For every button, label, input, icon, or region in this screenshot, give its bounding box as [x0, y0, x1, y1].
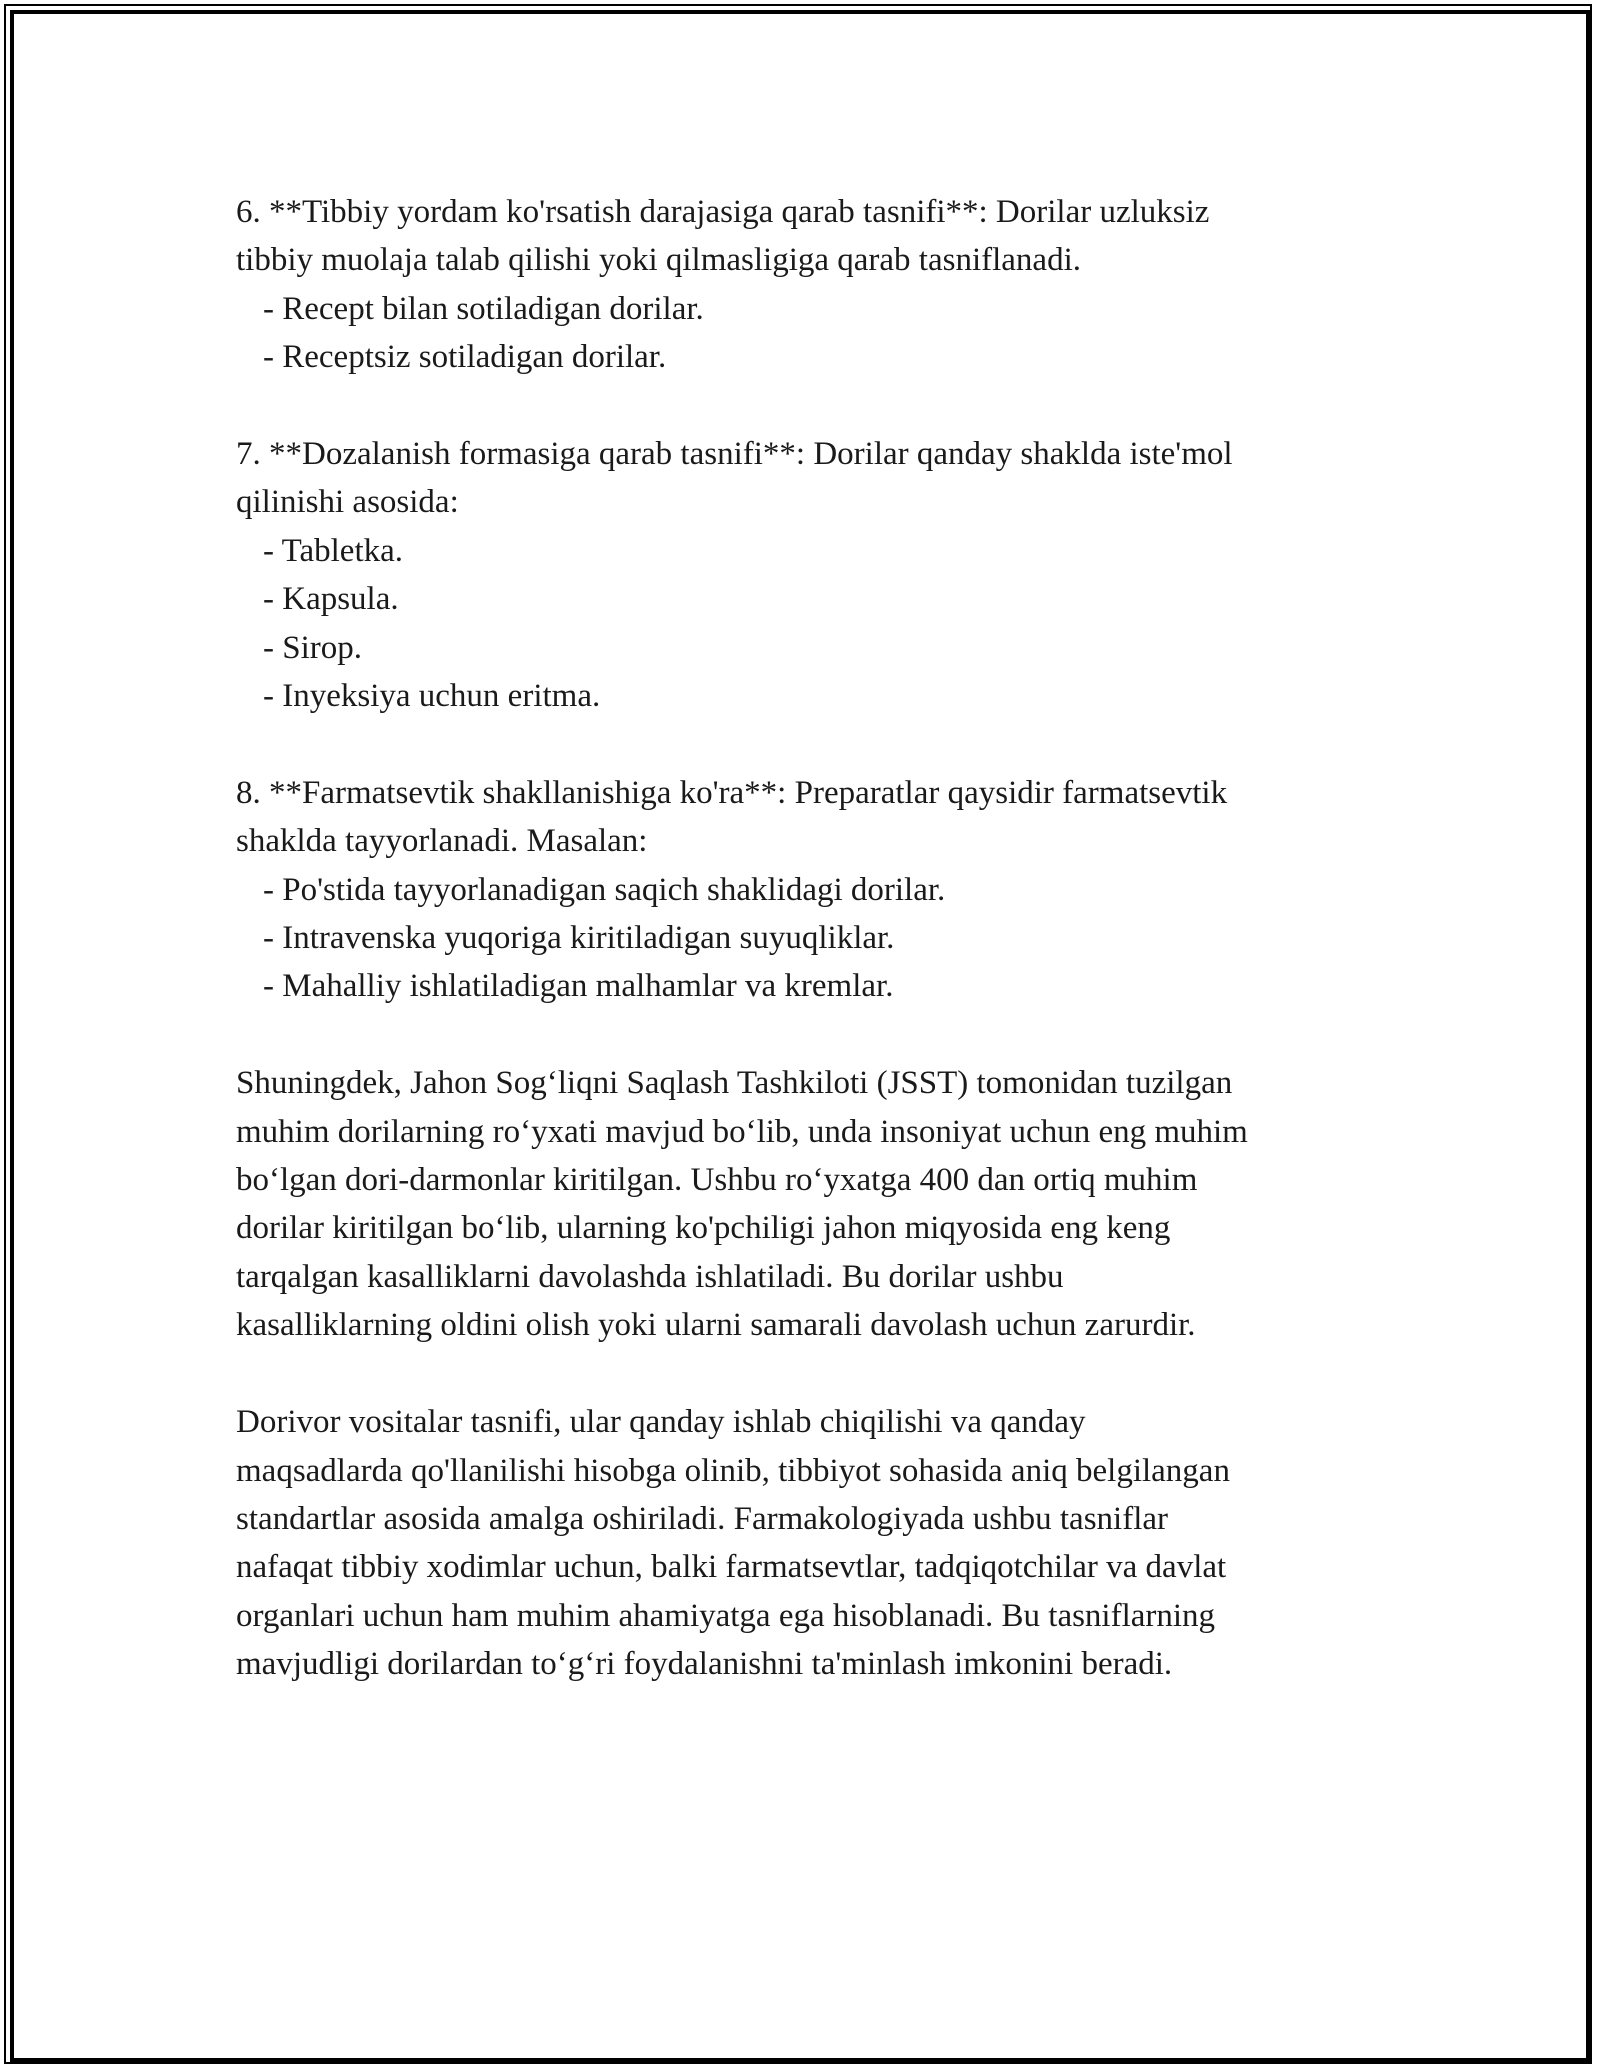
- section-6-bullet-2: - Receptsiz sotiladigan dorilar.: [263, 339, 667, 376]
- who-paragraph-line-1: Shuningdek, Jahon Sog‘liqni Saqlash Tashkiloti (JSST) tomonidan tuzilgan: [236, 1065, 1233, 1102]
- section-7-bullet-4: - Inyeksiya uchun eritma.: [263, 678, 601, 715]
- who-paragraph-line-5: tarqalgan kasalliklarni davolashda ishlatiladi. Bu dorilar ushbu: [236, 1258, 1064, 1295]
- paragraph-gap: [236, 382, 1376, 430]
- conclusion-line-2: maqsadlarda qo'llanilishi hisobga olinib, tibbiyot sohasida aniq belgilangan: [236, 1452, 1230, 1489]
- section-6: [236, 188, 1376, 382]
- paragraph-gap: [236, 720, 1376, 768]
- section-8-bullet-3: - Mahalliy ishlatiladigan malhamlar va kremlar.: [263, 968, 894, 1005]
- section-8-line-1: 8. **Farmatsevtik shakllanishiga ko'ra**: Preparatlar qaysidir farmatsevtik: [236, 774, 1228, 811]
- who-paragraph-line-3: bo‘lgan dori-darmonlar kiritilgan. Ushbu ro‘yxatga 400 dan ortiq muhim: [236, 1162, 1198, 1199]
- section-8-line-2: shaklda tayyorlanadi. Masalan:: [236, 823, 648, 860]
- section-7-line-2: qilinishi asosida:: [236, 484, 459, 521]
- section-7-bullet-3: - Sirop.: [263, 629, 362, 666]
- section-7-bullet-1: - Tabletka.: [263, 532, 404, 569]
- conclusion-paragraph: [236, 1398, 1376, 1688]
- conclusion-line-6: mavjudligi dorilardan to‘g‘ri foydalanishni ta'minlash imkonini beradi.: [236, 1646, 1173, 1683]
- section-6-bullet-1: - Recept bilan sotiladigan dorilar.: [263, 290, 704, 327]
- paragraph-gap: [236, 1350, 1376, 1398]
- who-paragraph: [236, 1059, 1376, 1349]
- who-paragraph-line-2: muhim dorilarning ro‘yxati mavjud bo‘lib, unda insoniyat uchun eng muhim: [236, 1113, 1248, 1150]
- section-6-line-1: 6. **Tibbiy yordam ko'rsatish darajasiga qarab tasnifi**: Dorilar uzluksiz: [236, 194, 1210, 230]
- section-7: [236, 430, 1376, 720]
- section-7-line-1: 7. **Dozalanish formasiga qarab tasnifi**: Dorilar qanday shaklda iste'mol: [236, 436, 1233, 473]
- section-7-bullet-2: - Kapsula.: [263, 581, 399, 618]
- paragraph-gap: [236, 1011, 1376, 1059]
- who-paragraph-line-6: kasalliklarning oldini olish yoki ularni samarali davolash uchun zarurdir.: [236, 1307, 1196, 1344]
- document-body: [236, 188, 1376, 1689]
- who-paragraph-line-4: dorilar kiritilgan bo‘lib, ularning ko'pchiligi jahon miqyosida eng keng: [236, 1210, 1171, 1247]
- section-6-line-2: tibbiy muolaja talab qilishi yoki qilmasligiga qarab tasniflanadi.: [236, 242, 1081, 279]
- conclusion-line-4: nafaqat tibbiy xodimlar uchun, balki farmatsevtlar, tadqiqotchilar va davlat: [236, 1549, 1227, 1586]
- section-8-bullet-2: - Intravenska yuqoriga kiritiladigan suyuqliklar.: [263, 920, 895, 957]
- conclusion-line-5: organlari uchun ham muhim ahamiyatga ega hisoblanadi. Bu tasniflarning: [236, 1597, 1216, 1634]
- conclusion-line-3: standartlar asosida amalga oshiriladi. Farmakologiyada ushbu tasniflar: [236, 1500, 1168, 1537]
- section-8: [236, 769, 1376, 1011]
- section-8-bullet-1: - Po'stida tayyorlanadigan saqich shaklidagi dorilar.: [263, 871, 946, 908]
- conclusion-line-1: Dorivor vositalar tasnifi, ular qanday ishlab chiqilishi va qanday: [236, 1404, 1086, 1441]
